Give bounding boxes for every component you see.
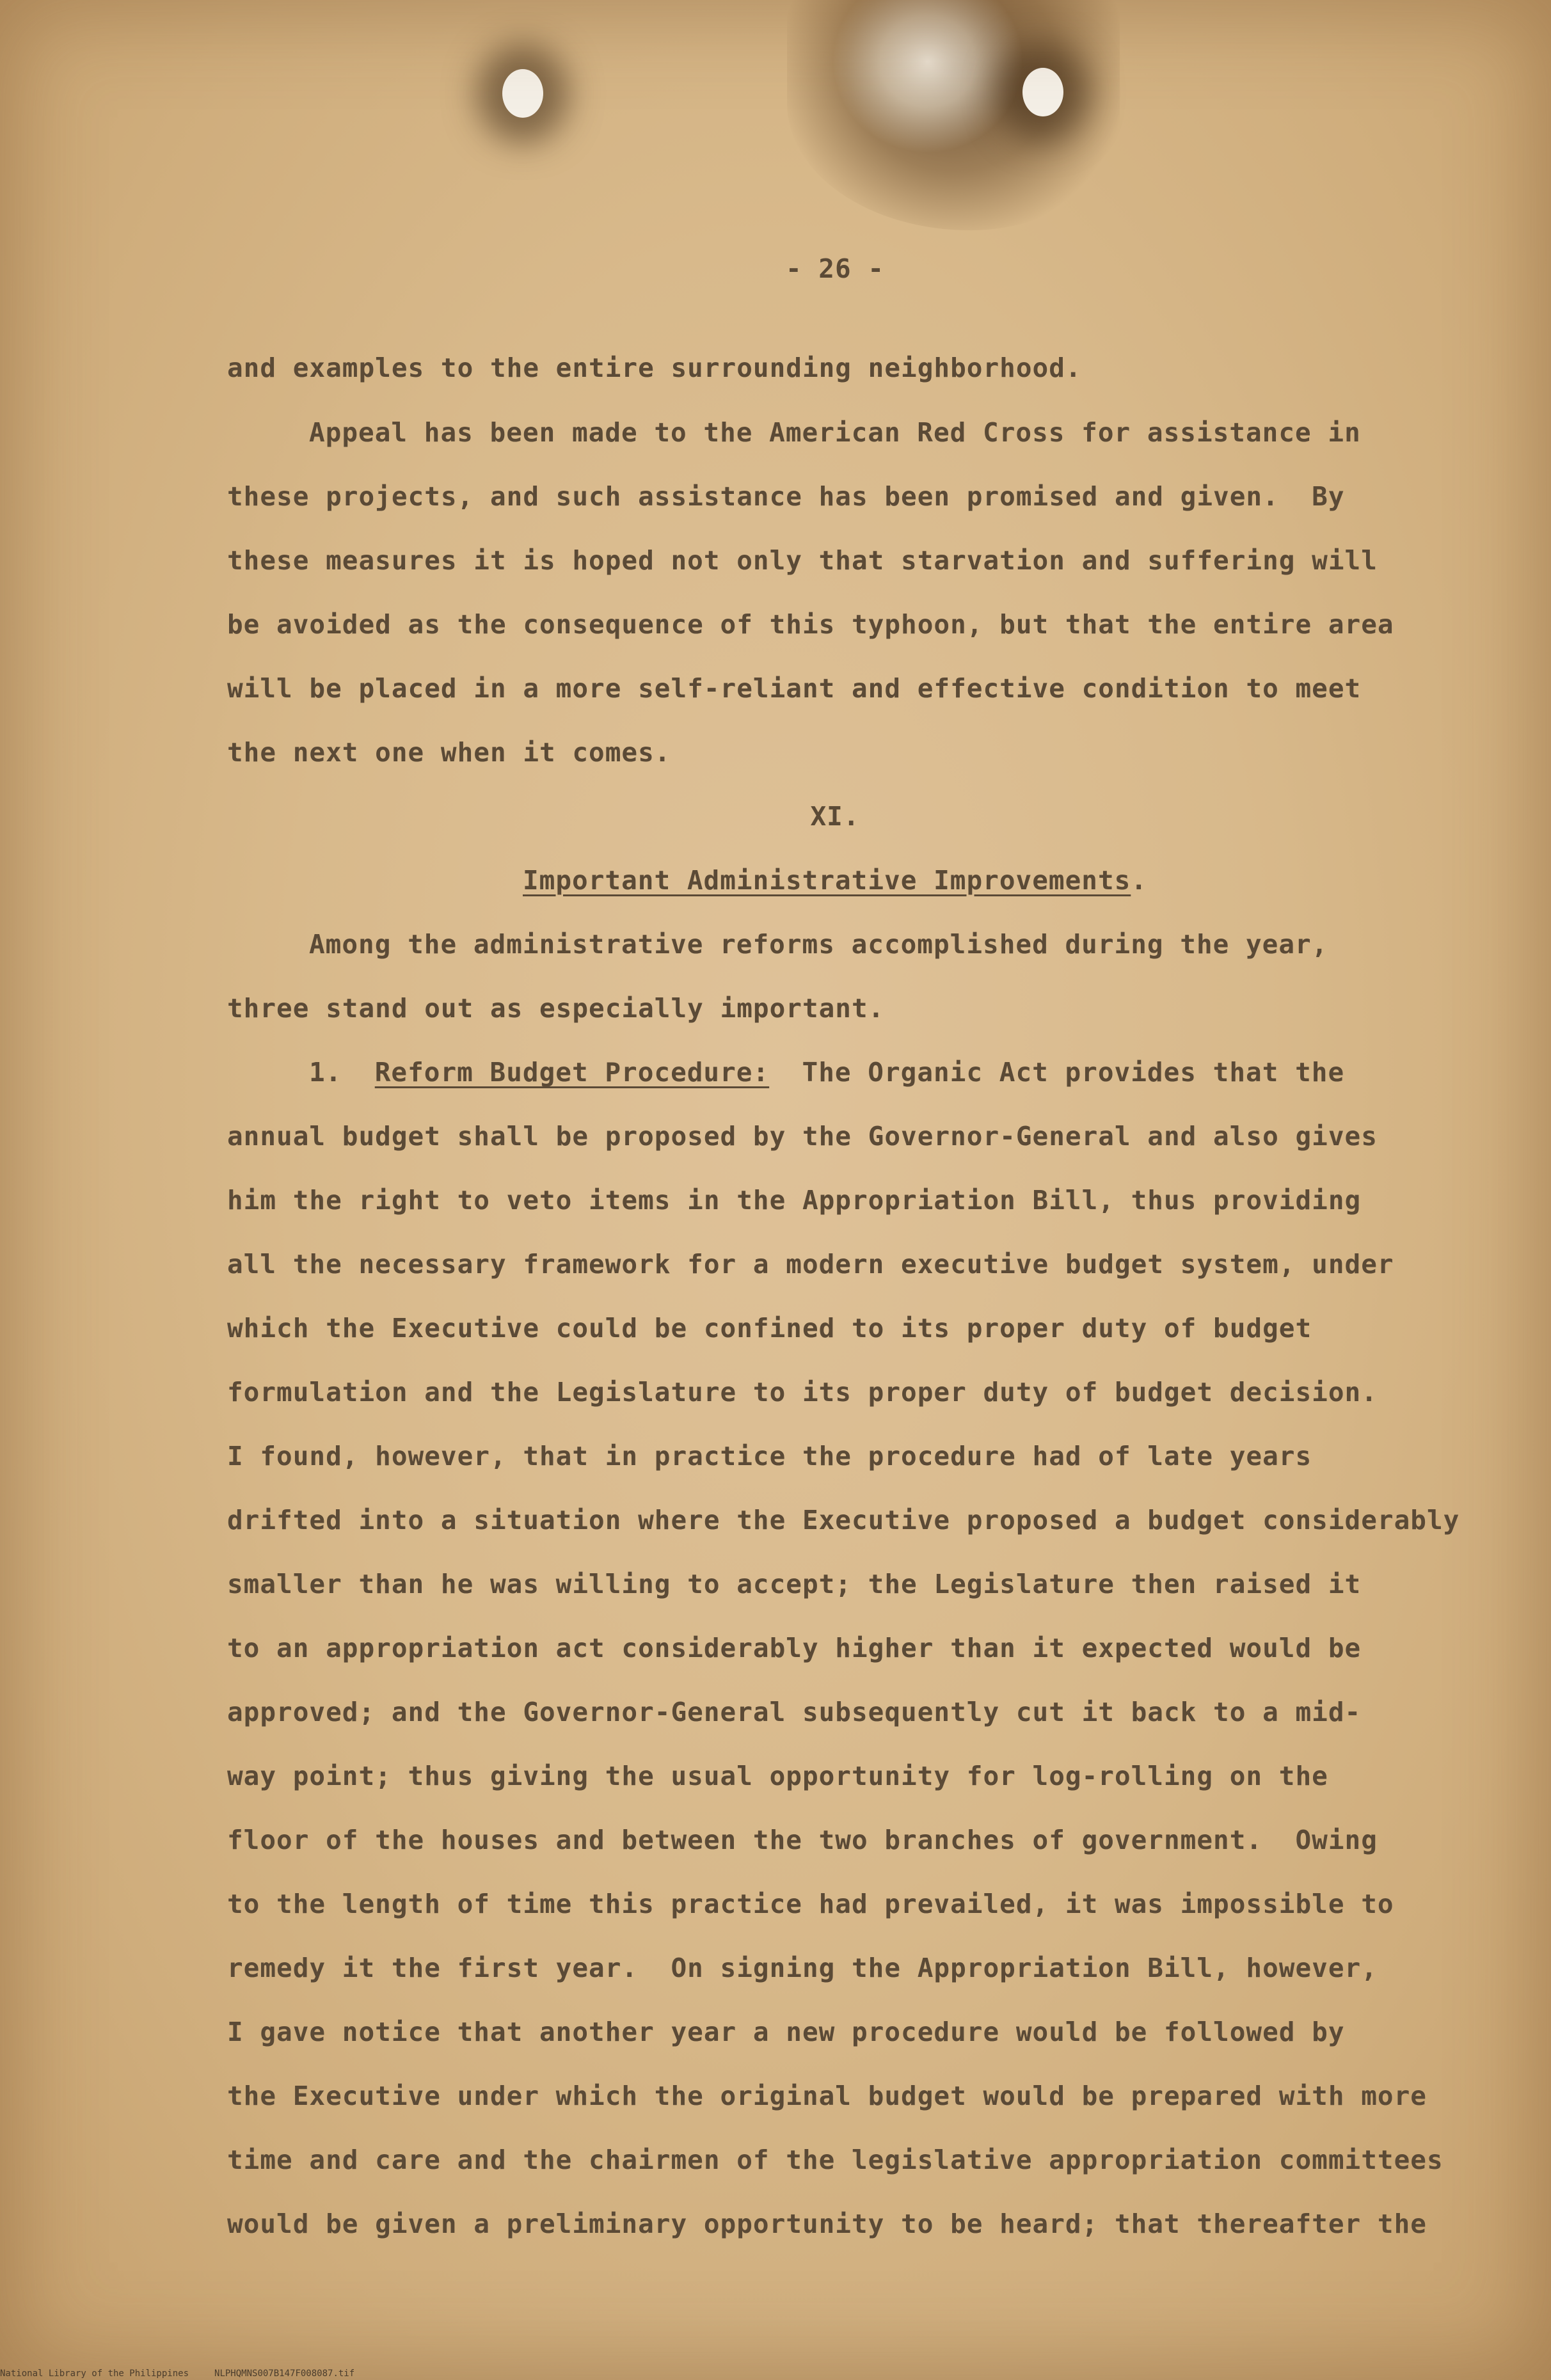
text-line: annual budget shall be proposed by the Governor-General and also gives bbox=[227, 1121, 1378, 1152]
text-line: to the length of time this practice had prevailed, it was impossible to bbox=[227, 1889, 1394, 1919]
section-title bbox=[227, 864, 1443, 896]
text-line: these projects, and such assistance has been promised and given. By bbox=[227, 481, 1345, 512]
item-first-line-text: The Organic Act provides that the bbox=[802, 1057, 1345, 1088]
item-number: 1. bbox=[309, 1057, 342, 1088]
footer-library: National Library of the Philippines bbox=[0, 2368, 189, 2379]
text-line: I gave notice that another year a new procedure would be followed by bbox=[227, 2017, 1345, 2047]
text-line: approved; and the Governor-General subsequently cut it back to a mid- bbox=[227, 1697, 1362, 1727]
text-line: these measures it is hoped not only that starvation and suffering will bbox=[227, 545, 1378, 576]
text-line: time and care and the chairmen of the legislative appropriation committees bbox=[227, 2145, 1444, 2175]
text-line: floor of the houses and between the two branches of government. Owing bbox=[227, 1825, 1378, 1855]
page-number: - 26 - bbox=[785, 253, 885, 284]
text-line: and examples to the entire surrounding neighborhood. bbox=[227, 353, 1082, 383]
section-number: XI. bbox=[810, 801, 860, 832]
text-line: to an appropriation act considerably higher than it expected would be bbox=[227, 1633, 1362, 1663]
text-line: which the Executive could be confined to its proper duty of budget bbox=[227, 1313, 1312, 1344]
text-line: formulation and the Legislature to its proper duty of budget decision. bbox=[227, 1377, 1378, 1408]
section-title-text: Important Administrative Improvements bbox=[523, 865, 1131, 896]
text-line: Among the administrative reforms accomplished during the year, bbox=[309, 929, 1328, 960]
text-line: him the right to veto items in the Appropriation Bill, thus providing bbox=[227, 1185, 1362, 1216]
scan-footer bbox=[0, 2368, 354, 2379]
text-line: smaller than he was willing to accept; the Legislature then raised it bbox=[227, 1569, 1362, 1599]
text-line: will be placed in a more self-reliant and effective condition to meet bbox=[227, 673, 1362, 704]
text-line: three stand out as especially important. bbox=[227, 993, 885, 1024]
text-line: drifted into a situation where the Executive proposed a budget considerably bbox=[227, 1505, 1460, 1535]
text-line: the Executive under which the original budget would be prepared with more bbox=[227, 2081, 1427, 2111]
footer-file-id: NLPHQMNS007B147F008087.tif bbox=[214, 2368, 355, 2379]
punch-hole-right bbox=[1022, 68, 1063, 116]
text-line: remedy it the first year. On signing the Appropriation Bill, however, bbox=[227, 1953, 1378, 1983]
item-first-line bbox=[309, 1056, 1344, 1088]
paper-tear bbox=[832, 0, 1024, 154]
section-title-period: . bbox=[1131, 865, 1147, 896]
punch-hole-left bbox=[502, 69, 543, 118]
text-line: all the necessary framework for a modern executive budget system, under bbox=[227, 1249, 1394, 1280]
text-line: would be given a preliminary opportunity to be heard; that thereafter the bbox=[227, 2209, 1427, 2239]
text-line: Appeal has been made to the American Red Cross for assistance in bbox=[309, 417, 1361, 448]
text-line: I found, however, that in practice the procedure had of late years bbox=[227, 1441, 1312, 1472]
text-line: way point; thus giving the usual opportunity for log-rolling on the bbox=[227, 1761, 1328, 1791]
text-line: the next one when it comes. bbox=[227, 737, 671, 768]
item-heading: Reform Budget Procedure: bbox=[374, 1057, 770, 1088]
text-line: be avoided as the consequence of this typhoon, but that the entire area bbox=[227, 609, 1394, 640]
